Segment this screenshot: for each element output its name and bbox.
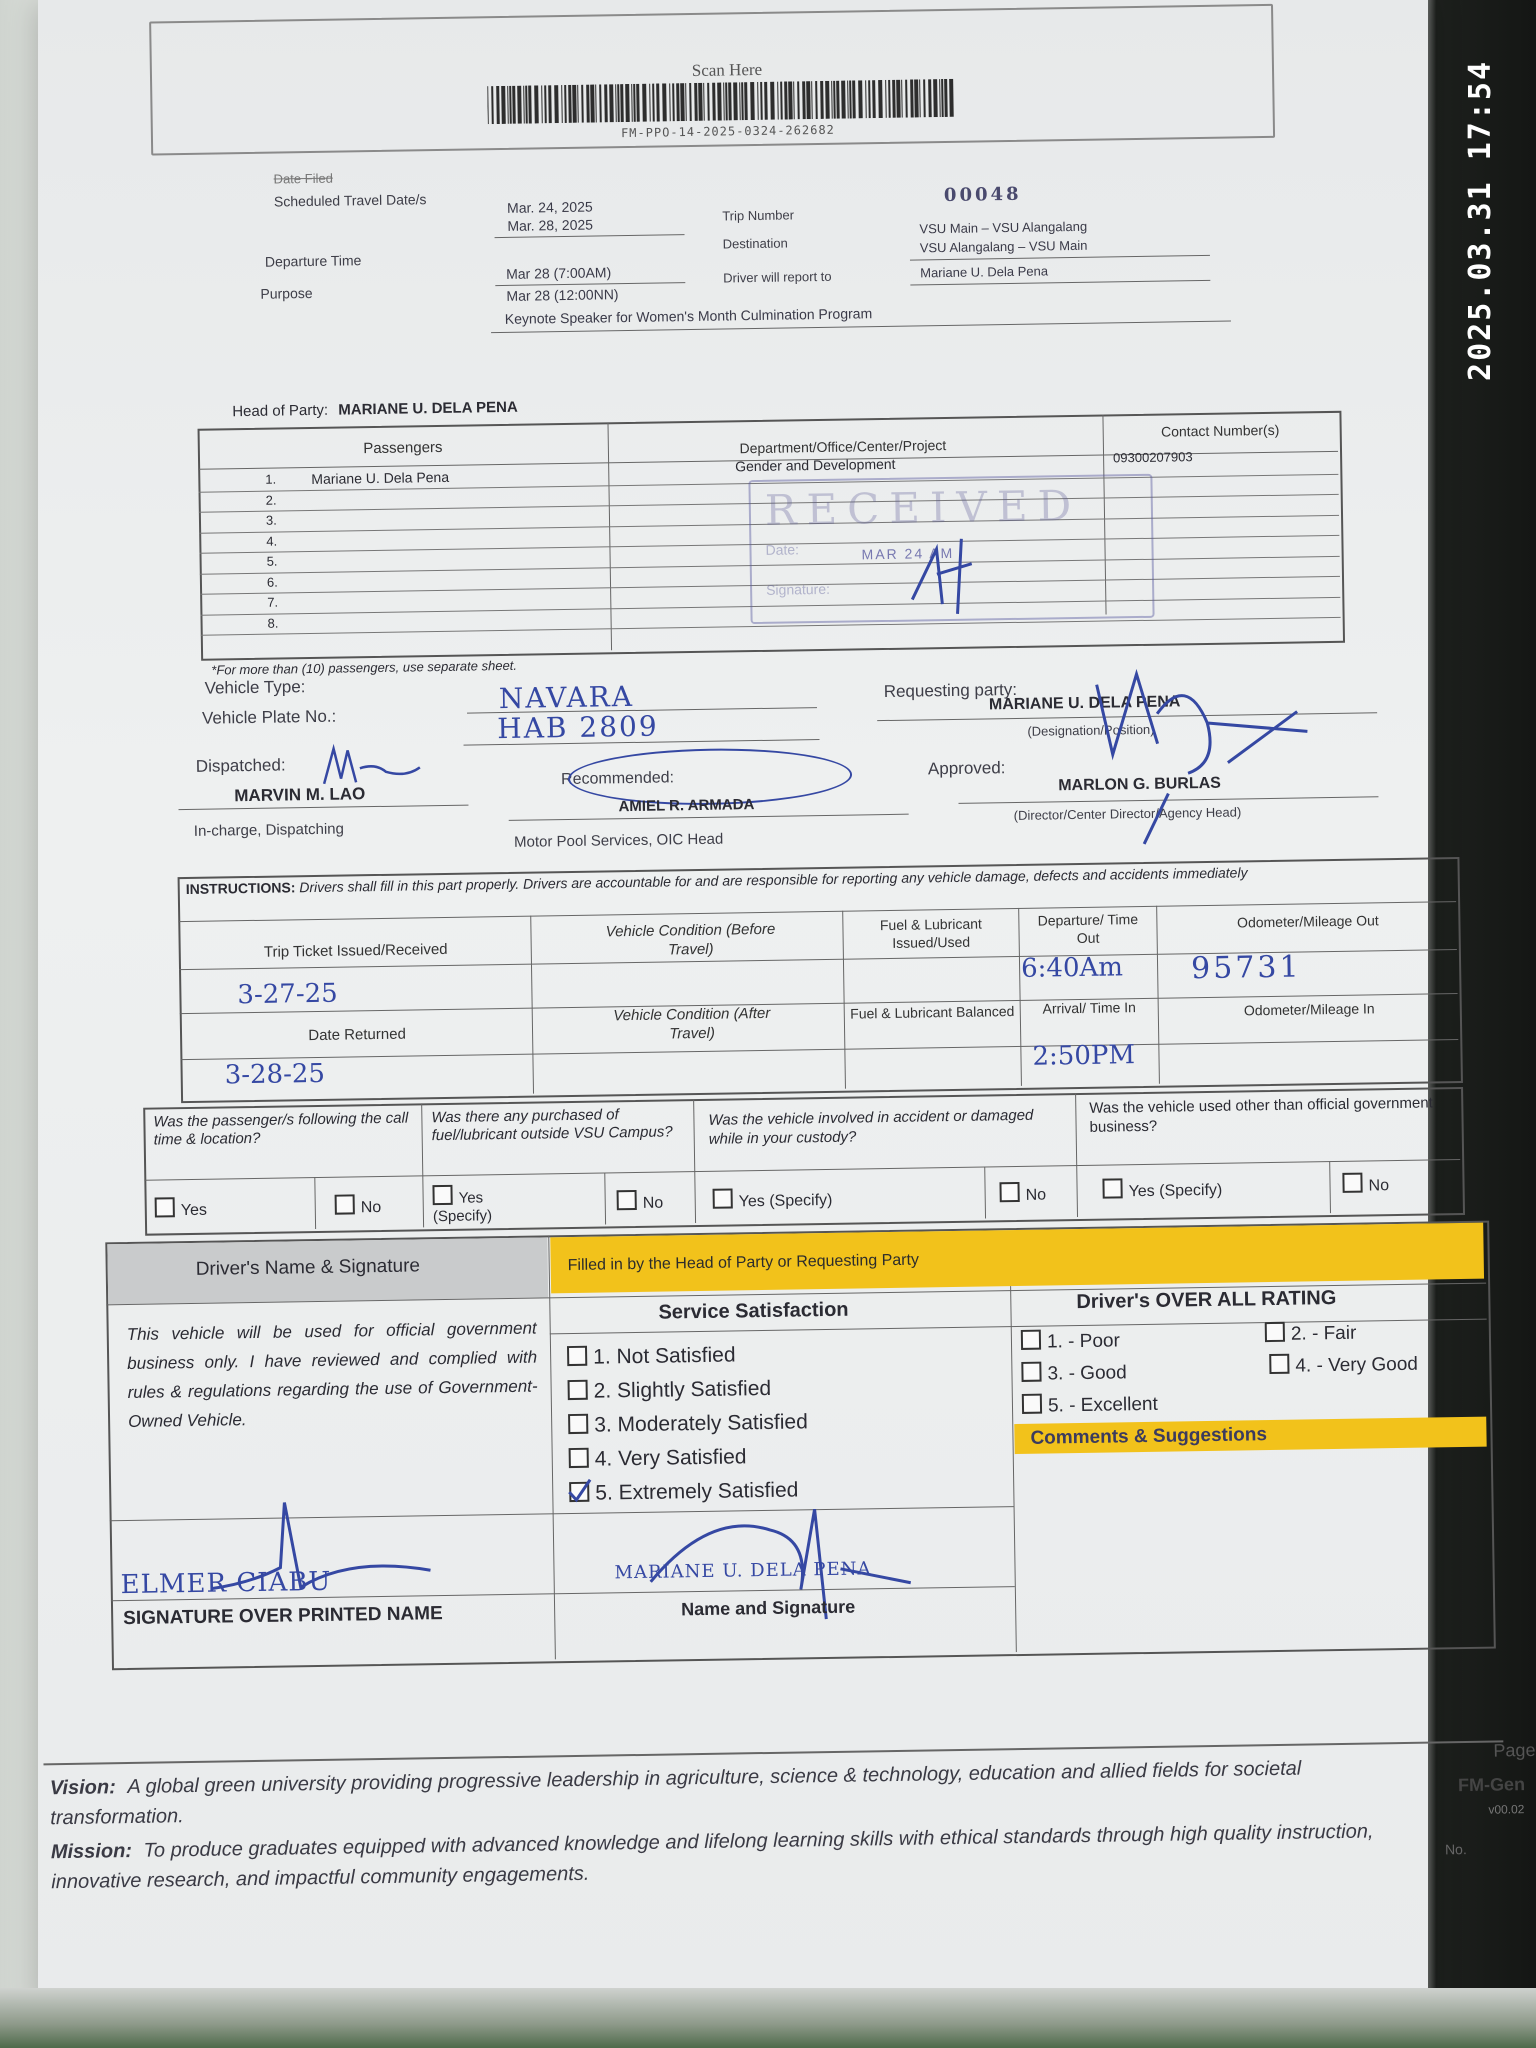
- cond-after-label: Vehicle Condition (After Travel): [613, 1004, 771, 1043]
- vehicle-type-label: Vehicle Type:: [204, 677, 306, 698]
- satisfaction-option[interactable]: [567, 1337, 807, 1375]
- satisfaction-option-label: 4. Very Satisfied: [594, 1445, 747, 1471]
- rating-4[interactable]: 4. - Very Good: [1269, 1352, 1418, 1378]
- barcode-bar: [491, 86, 494, 124]
- rating-2-checkbox[interactable]: [1265, 1322, 1285, 1342]
- barcode-bar: [703, 83, 705, 121]
- designation-label: (Designation/Position): [1027, 721, 1155, 739]
- driver-sig-caption: SIGNATURE OVER PRINTED NAME: [123, 1603, 443, 1630]
- driver-report-label: Driver will report to: [723, 268, 832, 286]
- barcode-bar: [825, 81, 830, 119]
- scheduled-value-1: Mar. 24, 2025: [506, 198, 593, 216]
- passenger-name: Mariane U. Dela Pena: [311, 468, 450, 487]
- fuel-issued-label: Fuel & Lubricant Issued/Used: [879, 915, 982, 951]
- purpose-label: Purpose: [260, 284, 313, 302]
- received-date-label: Date:: [765, 541, 800, 558]
- recommended-role: Motor Pool Services, OIC Head: [513, 830, 724, 851]
- barcode-bar: [487, 86, 489, 124]
- odo-out-value: 95731: [1190, 949, 1302, 987]
- rating-3-checkbox[interactable]: [1021, 1362, 1041, 1382]
- q3-no-checkbox[interactable]: [999, 1182, 1019, 1202]
- barcode-bar: [544, 85, 547, 123]
- page-label: Page: [1493, 1739, 1536, 1761]
- barcode-bar: [694, 83, 698, 121]
- barcode-bar: [698, 83, 703, 121]
- returned-value: 3-28-25: [224, 1058, 326, 1091]
- barcode-bar: [615, 84, 617, 122]
- passenger-contact: 09300207903: [1112, 449, 1193, 466]
- barcode-bar: [939, 79, 941, 117]
- question-1: Was the passenger/s following the call time & location?: [153, 1109, 409, 1149]
- instructions-text: Drivers shall fill in this part properly. Drivers are accountable for and are responsible for reporting any vehicle damage, defects and accidents immediately: [299, 864, 1248, 896]
- barcode-bar: [797, 81, 800, 119]
- barcode-bar: [509, 86, 512, 124]
- rating-3[interactable]: 3. - Good: [1021, 1360, 1127, 1386]
- departure-out-label: Departure/ Time Out: [1037, 911, 1139, 947]
- barcode-bar: [739, 82, 741, 120]
- barcode-bar: [572, 85, 577, 123]
- barcode-bar: [642, 84, 647, 122]
- trip-number-label: Trip Number: [722, 207, 795, 224]
- driver-signature: [189, 1495, 451, 1609]
- recommended-name: AMIEL R. ARMADA: [618, 796, 755, 816]
- barcode-bar: [806, 81, 811, 119]
- barcode-bar: [599, 84, 602, 122]
- q3-no[interactable]: No: [999, 1182, 1046, 1206]
- q1-yes-checkbox[interactable]: [155, 1197, 175, 1217]
- comments-area[interactable]: [1015, 1449, 1490, 1650]
- barcode-bar: [910, 79, 914, 117]
- satisfaction-checkbox[interactable]: [568, 1380, 588, 1400]
- barcode-bar: [541, 85, 543, 123]
- barcode-bar: [757, 82, 759, 120]
- barcode-bar: [636, 84, 640, 122]
- satisfaction-signature-text: MARIANE U. DELA PENA: [614, 1558, 872, 1584]
- destination-value-1: VSU Main – VSU Alangalang: [919, 218, 1088, 237]
- mission-text: To produce graduates equipped with advanced knowledge and lifelong learning skills with ethical standards through high quality instruction, innovative research, and impactful community engagements.: [51, 1820, 1374, 1894]
- col-passengers: Passengers: [363, 438, 443, 458]
- barcode-bar: [662, 83, 667, 121]
- barcode-bar: [712, 83, 716, 121]
- barcode-bar: [554, 85, 559, 123]
- departure-value-2: Mar 28 (12:00NN): [506, 286, 619, 304]
- barcode-bar: [885, 80, 887, 118]
- barcode-bar: [750, 82, 755, 120]
- barcode-bar: [949, 79, 954, 117]
- issued-label: Trip Ticket Issued/Received: [263, 940, 448, 961]
- barcode-bar: [649, 84, 651, 122]
- barcode-bar: [878, 80, 883, 118]
- satisfaction-option-label: 5. Extremely Satisfied: [595, 1478, 799, 1505]
- passenger-note: *For more than (10) passengers, use separate sheet.: [211, 657, 518, 678]
- barcode-bar: [581, 85, 584, 123]
- satisfaction-option[interactable]: [569, 1439, 809, 1477]
- barcode-bar: [852, 80, 856, 118]
- satisfaction-sig-caption: Name and Signature: [680, 1596, 856, 1620]
- barcode-bar: [728, 82, 732, 120]
- barcode-bar: [888, 80, 891, 118]
- barcode-bar: [849, 80, 852, 118]
- instructions-bold: INSTRUCTIONS:: [185, 879, 296, 898]
- barcode-bar: [928, 79, 932, 117]
- barcode-bar: [892, 80, 896, 118]
- barcode-bar: [793, 81, 795, 119]
- barcode-bar: [858, 80, 863, 118]
- odo-out-label: Odometer/Mileage Out: [1236, 912, 1379, 931]
- barcode-bar: [865, 80, 867, 118]
- barcode-bar: [723, 82, 725, 120]
- requesting-label: Requesting party:: [883, 679, 1018, 702]
- col-department: Department/Office/Center/Project: [739, 437, 947, 457]
- q2-no[interactable]: No: [617, 1190, 664, 1214]
- passenger-department: Gender and Development: [735, 455, 896, 475]
- barcode-bar: [802, 81, 806, 119]
- received-stamp: [748, 474, 1154, 624]
- barcode-bar: [604, 84, 608, 122]
- barcode-bar: [770, 82, 775, 120]
- barcode-bar: [496, 86, 500, 124]
- barcode-bar: [523, 86, 525, 124]
- barcode-bar: [669, 83, 671, 121]
- barcode-bar: [933, 79, 938, 117]
- issued-value: 3-27-25: [237, 978, 338, 1011]
- barcode-bar: [760, 82, 763, 120]
- approved-signature: [1056, 651, 1329, 855]
- barcode-bar: [689, 83, 692, 121]
- scheduled-label: Scheduled Travel Date/s: [273, 191, 427, 210]
- question-2: Was there any purchased of fuel/lubricant outside VSU Campus?: [431, 1106, 673, 1145]
- rating-5-checkbox[interactable]: [1022, 1394, 1042, 1414]
- fuel-balanced-label: Fuel & Lubricant Balanced: [850, 1003, 1015, 1022]
- received-word: RECEIVED: [764, 480, 1082, 535]
- destination-label: Destination: [722, 235, 788, 252]
- passenger-row-number: 4.: [266, 533, 278, 549]
- barcode-bar: [568, 85, 572, 123]
- dispatched-signature: [315, 737, 426, 799]
- barcode-bar: [512, 86, 516, 124]
- recommended-label: Recommended:: [560, 769, 675, 789]
- barcode-bar: [820, 81, 824, 119]
- passenger-row-number: 8.: [267, 615, 279, 631]
- rating-1-checkbox[interactable]: [1021, 1330, 1041, 1350]
- cond-before-label: Vehicle Condition (Before Travel): [605, 920, 776, 959]
- passenger-row-number: 1.: [265, 471, 277, 487]
- departure-label: Departure Time: [264, 252, 362, 270]
- comments-header: Comments & Suggestions: [1030, 1424, 1268, 1449]
- arrival-in-label: Arrival/ Time In: [1042, 999, 1137, 1017]
- destination-value-2: VSU Alangalang – VSU Main: [919, 237, 1088, 256]
- satisfaction-header: Service Satisfaction: [658, 1298, 849, 1324]
- approved-role: (Director/Center Director/Agency Head): [1013, 804, 1242, 824]
- q2-yes-checkbox[interactable]: [432, 1185, 452, 1205]
- satisfaction-option-label: 3. Moderately Satisfied: [594, 1410, 808, 1437]
- barcode-bar: [534, 85, 539, 123]
- photo-timestamp: 2025.03.31 17:54: [1463, 60, 1498, 381]
- barcode-bar: [919, 79, 921, 117]
- barcode-bar: [725, 82, 728, 120]
- driver-signature-text: ELMER CIABU: [120, 1566, 332, 1601]
- scheduled-value-2: Mar. 28, 2025: [507, 216, 594, 234]
- satisfaction-checkbox[interactable]: [567, 1346, 587, 1366]
- head-of-party: [232, 399, 518, 420]
- barcode-bar: [528, 85, 532, 123]
- dispatched-role: In-charge, Dispatching: [193, 820, 345, 840]
- barcode-bar: [780, 82, 783, 120]
- barcode-bar: [868, 80, 871, 118]
- barcode-bar: [872, 80, 876, 118]
- barcode: [487, 79, 958, 124]
- barcode-bar: [507, 86, 509, 124]
- odo-in-label: Odometer/Mileage In: [1243, 1000, 1375, 1019]
- barcode-bar: [617, 84, 620, 122]
- col-contact: Contact Number(s): [1160, 421, 1280, 440]
- barcode-bar: [564, 85, 567, 123]
- dispatched-label: Dispatched:: [195, 755, 286, 776]
- received-initials: [901, 528, 1042, 620]
- purpose-value: Keynote Speaker for Women's Month Culmination Program: [504, 305, 873, 327]
- form-version: v00.02: [1488, 1802, 1525, 1817]
- barcode-bar: [517, 86, 522, 124]
- passenger-row-number: 5.: [266, 553, 278, 569]
- requesting-name: MARIANE U. DELA PENA: [988, 693, 1181, 714]
- q3-yes-checkbox[interactable]: [713, 1188, 733, 1208]
- question-3: Was the vehicle involved in accident or damaged while in your custody?: [708, 1106, 1034, 1148]
- barcode-bar: [784, 81, 788, 119]
- barcode-bar: [944, 79, 948, 117]
- satisfaction-option[interactable]: [568, 1405, 808, 1443]
- vehicle-plate-value: HAB 2809: [497, 709, 659, 746]
- head-of-party-label: Head of Party:: [232, 401, 329, 421]
- rating-5[interactable]: 5. - Excellent: [1022, 1392, 1158, 1418]
- satisfaction-checkbox[interactable]: [569, 1448, 589, 1468]
- passenger-row-number: 6.: [266, 574, 278, 590]
- barcode-bar: [744, 82, 748, 120]
- barcode-bar: [620, 84, 624, 122]
- date-filed-label: Date Filed: [273, 170, 333, 187]
- no-label: No.: [1444, 1841, 1467, 1858]
- q2-no-checkbox[interactable]: [617, 1190, 637, 1210]
- rating-2[interactable]: 2. - Fair: [1265, 1321, 1357, 1346]
- received-sig-label: Signature:: [766, 580, 831, 598]
- barcode-bar: [815, 81, 818, 119]
- barcode-bar: [595, 84, 597, 122]
- satisfaction-option-label: 1. Not Satisfied: [592, 1343, 736, 1369]
- returned-label: Date Returned: [308, 1025, 406, 1045]
- head-of-party-name: MARIANE U. DELA PENA: [338, 398, 518, 419]
- approved-label: Approved:: [927, 758, 1006, 779]
- barcode-bar: [590, 85, 595, 123]
- barcode-bar: [501, 86, 506, 124]
- satisfaction-checkbox[interactable]: [568, 1414, 588, 1434]
- barcode-bar: [831, 81, 833, 119]
- rating-header: Driver's OVER ALL RATING: [1076, 1286, 1337, 1314]
- form-code: FM-Gen: [1457, 1774, 1526, 1796]
- departure-value-1: Mar 28 (7:00AM): [506, 264, 612, 282]
- barcode-bar: [764, 82, 768, 120]
- dispatched-name: MARVIN M. LAO: [234, 784, 366, 806]
- q1-no[interactable]: No: [335, 1194, 382, 1218]
- departure-out-value: 6:40Am: [1020, 952, 1124, 984]
- barcode-bar: [577, 85, 579, 123]
- barcode-bar: [923, 79, 926, 117]
- barcode-bar: [941, 79, 944, 117]
- barcode-bar: [525, 86, 528, 124]
- q4-yes-checkbox[interactable]: [1102, 1178, 1122, 1198]
- passenger-row-number: 7.: [267, 594, 279, 610]
- question-4: Was the vehicle used other than official government business?: [1089, 1094, 1433, 1136]
- barcode-text: FM-PPO-14-2025-0324-262682: [620, 122, 835, 141]
- barcode-bar: [717, 83, 722, 121]
- q1-yes[interactable]: Yes: [155, 1197, 207, 1221]
- satisfaction-option-label: 2. Slightly Satisfied: [593, 1376, 772, 1403]
- barcode-bar: [905, 80, 908, 118]
- q4-yes[interactable]: Yes (Specify): [1102, 1177, 1222, 1202]
- barcode-bar: [633, 84, 636, 122]
- q4-no-checkbox[interactable]: [1342, 1173, 1362, 1193]
- rating-4-checkbox[interactable]: [1269, 1354, 1289, 1374]
- vehicle-type-value: NAVARA: [498, 679, 635, 716]
- barcode-bar: [833, 81, 836, 119]
- barcode-bar: [672, 83, 675, 121]
- received-date: MAR 24 AM: [861, 544, 955, 563]
- satisfaction-list: [567, 1337, 809, 1511]
- trip-number-value: 00048: [943, 183, 1022, 207]
- barcode-bar: [561, 85, 563, 123]
- barcode-bar: [901, 80, 903, 118]
- vehicle-plate-label: Vehicle Plate No.:: [201, 706, 337, 728]
- barcode-bar: [788, 81, 793, 119]
- barcode-bar: [685, 83, 687, 121]
- barcode-bar: [707, 83, 710, 121]
- mission-label: Mission:: [50, 1839, 133, 1864]
- barcode-bar: [811, 81, 813, 119]
- barcode-bar: [652, 84, 655, 122]
- barcode-bar: [625, 84, 630, 122]
- barcode-bar: [733, 82, 738, 120]
- q3-yes[interactable]: Yes (Specify): [713, 1187, 833, 1212]
- vision-label: Vision:: [49, 1776, 116, 1800]
- satisfaction-checkbox[interactable]: [569, 1482, 589, 1502]
- scan-here-label: Scan Here: [691, 59, 763, 80]
- barcode-bar: [656, 83, 660, 121]
- barcode-bar: [896, 80, 901, 118]
- vision-text: A global green university providing progressive leadership in agriculture, science & technology, education and allied fields for societal transformation.: [50, 1757, 1302, 1830]
- rating-1[interactable]: 1. - Poor: [1021, 1328, 1120, 1354]
- barcode-bar: [841, 81, 846, 119]
- barcode-bar: [847, 81, 849, 119]
- barcode-bar: [914, 79, 919, 117]
- driver-statement: This vehicle will be used for official government business only. I have reviewed and complied with rules & regulations regarding the use of Government-Owned Vehicle.: [126, 1318, 538, 1431]
- passenger-row-number: 2.: [265, 492, 277, 508]
- barcode-bar: [676, 83, 680, 121]
- q2-yes[interactable]: Yes (Specify): [432, 1184, 523, 1226]
- barcode-bar: [548, 85, 552, 123]
- barcode-bar: [609, 84, 614, 122]
- barcode-bar: [741, 82, 744, 120]
- driver-header: Driver's Name & Signature: [195, 1255, 421, 1280]
- barcode-bar: [680, 83, 685, 121]
- q4-no[interactable]: No: [1342, 1172, 1389, 1196]
- barcode-bar: [777, 82, 779, 120]
- approved-name: MARLON G. BURLAS: [1058, 774, 1222, 795]
- satisfaction-banner-text: Filled in by the Head of Party or Requesting Party: [567, 1251, 920, 1275]
- barcode-bar: [586, 85, 590, 123]
- barcode-bar: [836, 81, 840, 119]
- q1-no-checkbox[interactable]: [335, 1194, 355, 1214]
- arrival-in-value: 2:50PM: [1032, 1040, 1136, 1072]
- barcode-bar: [631, 84, 633, 122]
- passenger-row-number: 3.: [265, 512, 277, 528]
- driver-report-value: Mariane U. Dela Pena: [920, 263, 1049, 281]
- satisfaction-option[interactable]: [567, 1371, 807, 1409]
